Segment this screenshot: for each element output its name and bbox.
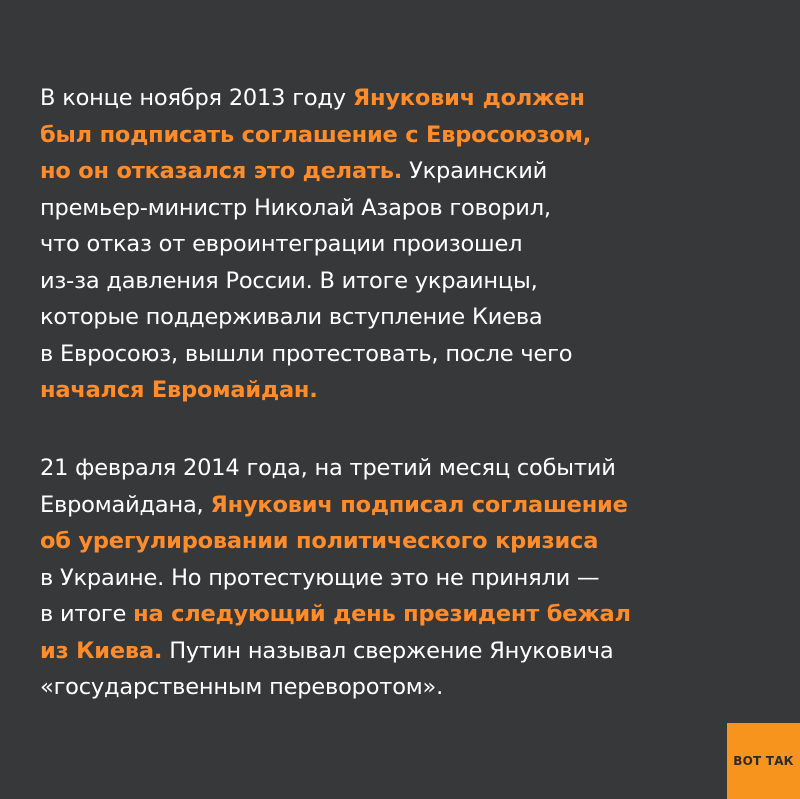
highlight-span: на следующий день президент бежал [133, 601, 631, 627]
text-span: в итоге [40, 601, 134, 627]
text-span: 21 февраля 2014 года, на третий месяц событий [40, 455, 616, 481]
text-line [40, 336, 770, 373]
text-line [40, 560, 770, 597]
text-span: что отказ от евроинтеграции произошел [40, 231, 523, 257]
text-span: Украинский [402, 158, 548, 184]
text-line [40, 190, 770, 227]
brand-logo [727, 723, 800, 799]
text-line [40, 80, 770, 117]
paragraph-second [40, 450, 770, 706]
text-line [40, 153, 770, 190]
paragraph-first [40, 80, 770, 409]
highlight-span: из Киева. [40, 637, 163, 664]
text-line [40, 633, 770, 670]
highlight-span: но он отказался это делать. [40, 158, 403, 184]
text-span: «государственным переворотом». [40, 674, 444, 700]
highlight-span: был подписать соглашение с Евросоюзом, [40, 121, 592, 148]
text-line [40, 669, 770, 706]
text-line [40, 263, 770, 300]
text-span: Евромайдана, [40, 491, 211, 518]
text-span: из-за давления России. В итоге украинцы, [40, 267, 538, 294]
logo-text: ВОТ ТАК [733, 754, 794, 768]
text-span: В конце ноября 2013 году [40, 85, 353, 111]
text-line [40, 299, 770, 336]
text-line [40, 372, 770, 409]
highlight-span: Янукович должен [352, 85, 585, 111]
text-line [40, 226, 770, 263]
highlight-span: об урегулировании политического кризиса [40, 528, 599, 554]
text-span: Путин называл свержение Януковича [162, 637, 614, 664]
text-line [40, 596, 770, 633]
text-line [40, 487, 770, 524]
highlight-span: начался Евромайдан. [40, 377, 318, 403]
text-span: в Евросоюз, вышли протестовать, после чего [40, 340, 573, 367]
text-span: в Украине. Но протестующие это не приняли — [40, 564, 600, 591]
text-span: премьер-министр Николай Азаров говорил, [40, 194, 551, 221]
highlight-span: Янукович подписал соглашение [210, 491, 628, 518]
text-line [40, 117, 770, 154]
text-line [40, 450, 770, 487]
text-line [40, 523, 770, 560]
text-span: которые поддерживали вступление Киева [40, 304, 543, 330]
